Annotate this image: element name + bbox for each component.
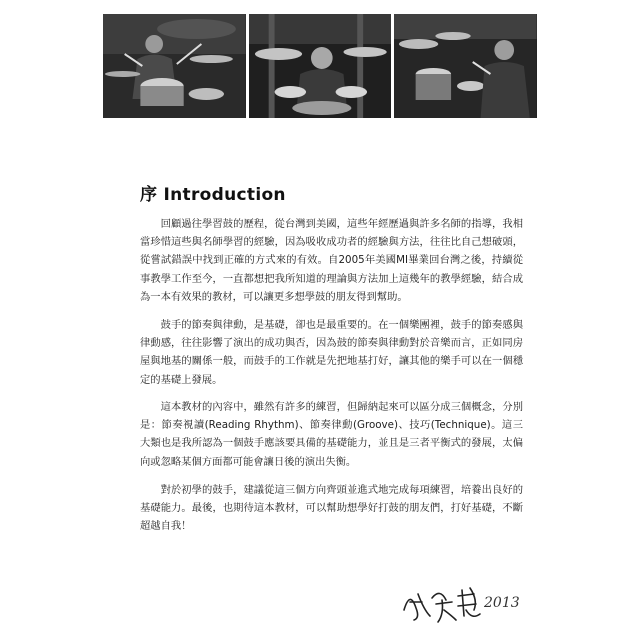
signature-year: 2013 (484, 595, 520, 611)
paragraph-4: 對於初學的鼓手，建議從這三個方向齊頭並進式地完成每項練習，培養出良好的基礎能力。最後，也期待這本教材，可以幫助想學好打鼓的朋友們，打好基礎，不斷超越自我！ (140, 484, 523, 533)
introduction-title (140, 180, 286, 205)
title-text: Introduction (163, 185, 286, 205)
paragraph-3: 這本教材的內容中，雖然有許多的練習，但歸納起來可以區分成三個概念，分別是：節奏視讀(Reading Rhythm)、節奏律動(Groove)、技巧(Technique)。這三大類也是我所認為一個鼓手應該要具備的基礎能力，並且是三者平衡式的發展，太偏向或忽略某個方面都可能會讓日後的演出失衡。 (140, 401, 523, 468)
drummer-photo-right (394, 14, 537, 118)
title-prefix: 序 (140, 185, 158, 205)
drummer-photo-middle (249, 14, 392, 118)
photo-strip (103, 14, 537, 118)
paragraph-1: 回顧過往學習鼓的歷程，從台灣到美國，這些年經歷過與許多名師的指導，我相當珍惜這些與名師學習的經驗，因為吸收成功者的經驗與方法，往往比自己想破頭，從嘗試錯誤中找到正確的方式來的有效。自2005年美國MI畢業回台灣之後，持續從事教學工作至今，一直都想把我所知道的理論與方法加上這幾年的教學經驗，結合成為一本有效果的教材，可以讓更多想學鼓的朋友得到幫助。 (140, 218, 523, 303)
paragraph-2: 鼓手的節奏與律動，是基礎，卻也是最重要的。在一個樂團裡，鼓手的節奏感與律動感，往往影響了演出的成功與否，因為鼓的節奏與律動對於音樂而言，正如同房屋與地基的關係一般，而鼓手的工作就是先把地基打好，讓其他的樂手可以在一個穩定的基礎上發展。 (140, 319, 523, 386)
drummer-photo-left (103, 14, 246, 118)
